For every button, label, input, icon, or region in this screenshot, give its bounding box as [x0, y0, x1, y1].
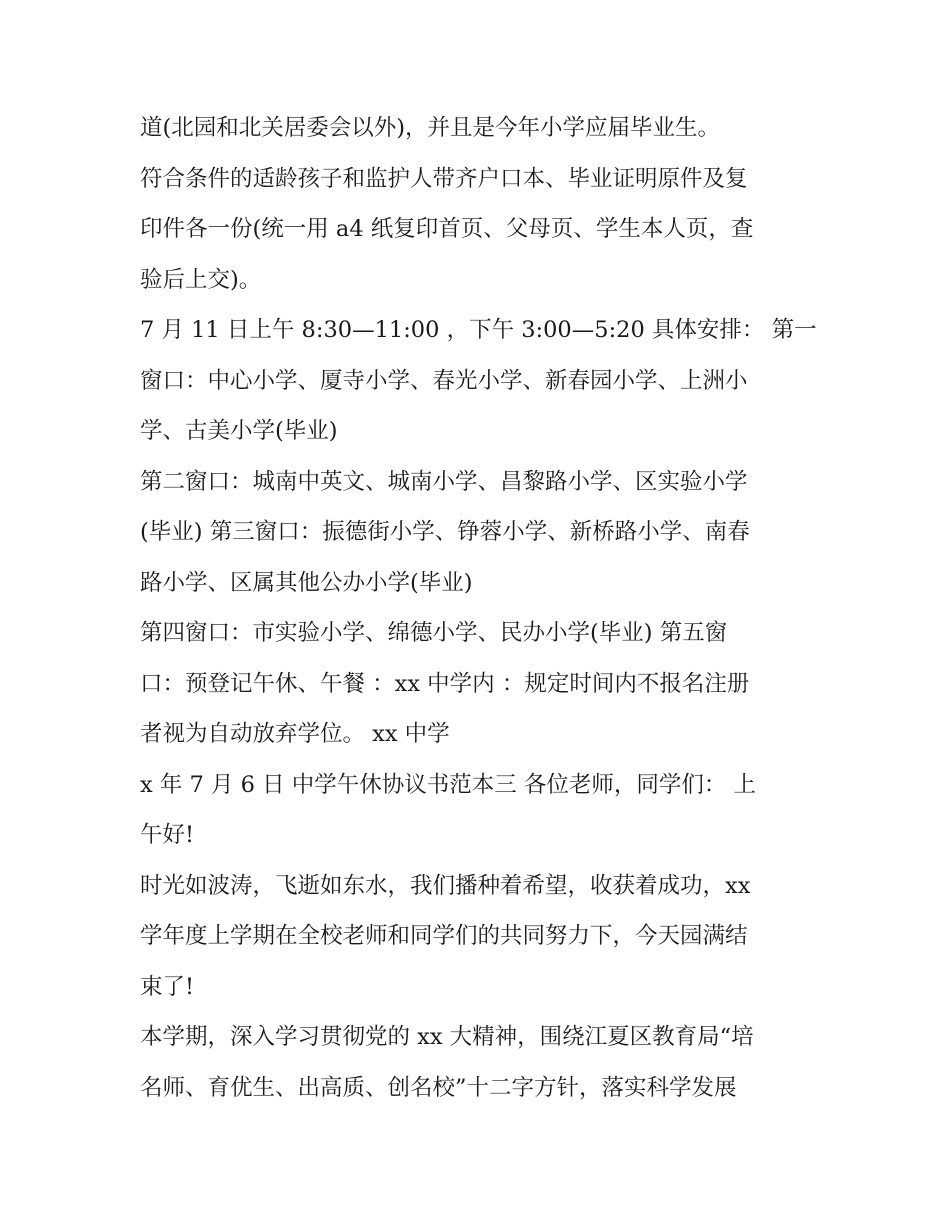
text-line: 路小学、区属其他公办小学(毕业)	[140, 569, 473, 596]
text-line: 符合条件的适龄孩子和监护人带齐户口本、毕业证明原件及复	[140, 165, 748, 192]
text-line: 窗口：中心小学、厦寺小学、春光小学、新春园小学、上洲小	[140, 367, 748, 394]
text-line: 第四窗口：市实验小学、绵德小学、民办小学(毕业) 第五窗	[140, 620, 728, 646]
text-line: 本学期，深入学习贯彻党的 xx 大精神，围绕江夏区教育局“培	[140, 1024, 754, 1050]
text-line: 7 月 11 日上午 8:30—11:00 ，下午 3:00—5:20 具体安排： 第一	[140, 317, 817, 343]
text-line: 午好!	[140, 822, 195, 848]
text-line: 者视为自动放弃学位。 xx 中学	[140, 721, 450, 747]
text-line: 口：预登记午休、午餐 ：xx 中学内 ：规定时间内不报名注册	[140, 670, 750, 697]
text-line: 道(北园和北关居委会以外)，并且是今年小学应届毕业生。	[140, 115, 721, 141]
text-line: 时光如波涛，飞逝如东水，我们播种着希望，收获着成功，xx	[140, 872, 751, 899]
text-line: x 年 7 月 6 日 中学午休协议书范本三 各位老师，同学们： 上	[140, 771, 757, 798]
text-line: 学年度上学期在全校老师和同学们的共同努力下，今天园满结	[140, 923, 748, 949]
text-line: 束了!	[140, 973, 195, 1000]
document-body	[140, 103, 820, 1113]
text-line: 验后上交)。	[140, 266, 262, 293]
text-line: 名师、育优生、出高质、创名校”十二字方针，落实科学发展	[140, 1074, 737, 1101]
text-line: 学、古美小学(毕业)	[140, 418, 338, 444]
text-line: 第二窗口：城南中英文、城南小学、昌黎路小学、区实验小学	[140, 468, 748, 495]
text-line: 印件各一份(统一用 a4 纸复印首页、父母页、学生本人页，查	[140, 216, 754, 242]
text-line: (毕业) 第三窗口：振德街小学、铮蓉小学、新桥路小学、南春	[140, 519, 750, 545]
